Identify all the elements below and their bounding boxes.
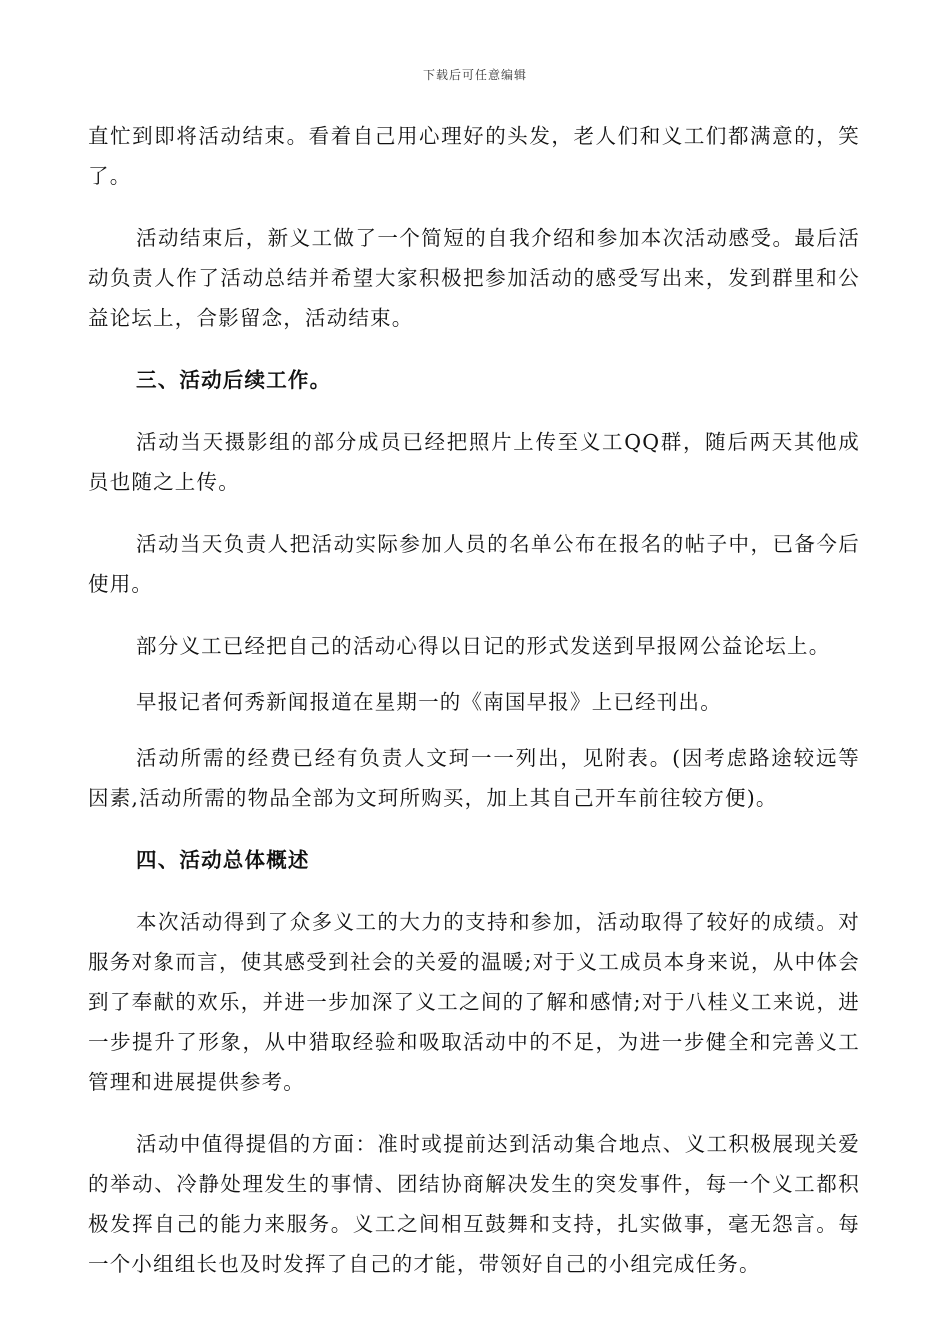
paragraph-photo-upload: 活动当天摄影组的部分成员已经把照片上传至义工QQ群，随后两天其他成员也随之上传。	[88, 430, 860, 494]
section-heading-followup: 三、活动后续工作。	[136, 368, 332, 392]
paragraph-overview: 本次活动得到了众多义工的大力的支持和参加，活动取得了较好的成绩。对服务对象而言，使其感受到社会的关爱的温暖;对于义工成员本身来说，从中体会到了奉献的欢乐，并进一步加深了义工之间的了解和感情;对于八桂义工来说，进一步提升了形象，从中猎取经验和吸取活动中的不足，为进一步健全和完善义工管理和进展提供参考。	[88, 910, 860, 1094]
document-body	[88, 116, 860, 1306]
paragraph-continuation: 直忙到即将活动结束。看着自己用心理好的头发，老人们和义工们都满意的，笑了。	[88, 124, 860, 188]
paragraph-activity-end: 活动结束后，新义工做了一个简短的自我介绍和参加本次活动感受。最后活动负责人作了活动总结并希望大家积极把参加活动的感受写出来，发到群里和公益论坛上，合影留念，活动结束。	[88, 226, 860, 330]
paragraph-highlights: 活动中值得提倡的方面：准时或提前达到活动集合地点、义工积极展现关爱的举动、冷静处理发生的事情、团结协商解决发生的突发事件，每一个义工都积极发挥自己的能力来服务。义工之间相互鼓舞和支持，扎实做事，毫无怨言。每一个小组组长也及时发挥了自己的才能，带领好自己的小组完成任务。	[88, 1132, 860, 1276]
paragraph-expenses: 活动所需的经费已经有负责人文珂一一列出，见附表。(因考虑路途较远等因素,活动所需的物品全部为文珂所购买，加上其自己开车前往较方便)。	[88, 746, 860, 810]
page-header-note: 下载后可任意编辑	[422, 68, 527, 82]
paragraph-diary: 部分义工已经把自己的活动心得以日记的形式发送到早报网公益论坛上。	[136, 634, 831, 658]
paragraph-news-report: 早报记者何秀新闻报道在星期一的《南国早报》上已经刊出。	[136, 690, 722, 714]
paragraph-participant-list: 活动当天负责人把活动实际参加人员的名单公布在报名的帖子中，已备今后使用。	[88, 532, 860, 596]
section-heading-overview: 四、活动总体概述	[136, 848, 310, 872]
